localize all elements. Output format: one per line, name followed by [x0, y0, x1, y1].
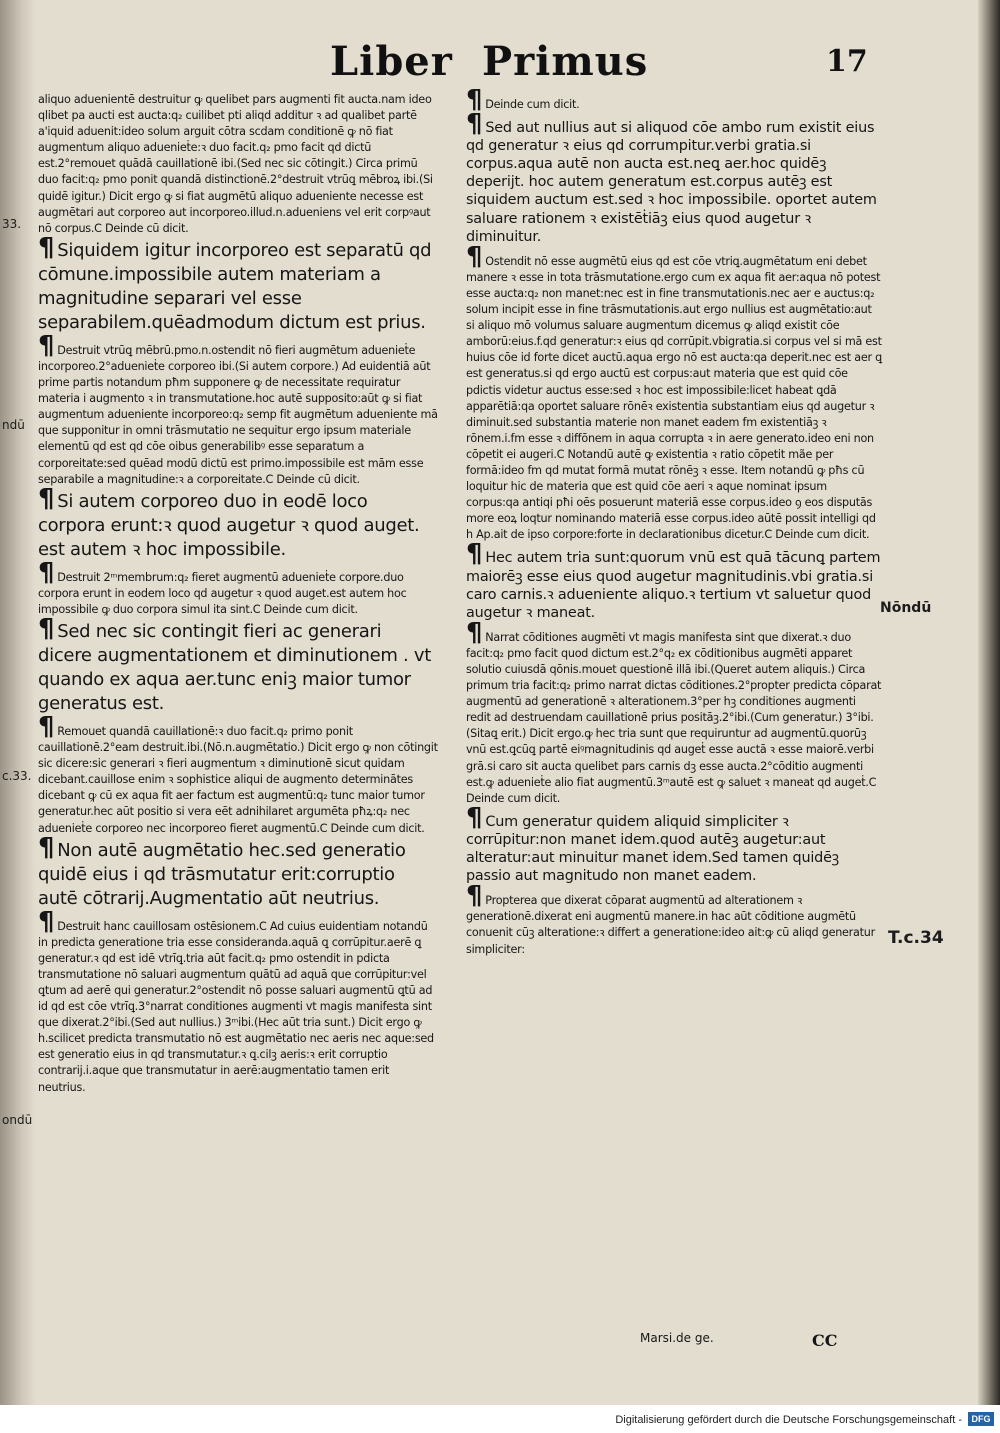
paragraph-text: Destruit vtrūꝗ mēbrū.pmo.n.ostendit nō fieri augmētum aduenieṫe incorporeo.2°aduenieṫe corporeo ibi.(Si autem corpore.) Ad euidentiā aūt prime partis notandum pħm supponere ꝙ de necessitate requiratur materia i augmento ꝛ in transmutatione.hoc autē supposito:aūt ꝙ si fiat augmentum adueniente incorporeo:q₂ semp fit augmētum adueniente mā que supponitur in omni trāsmutatio ne sequitur ergo ipsum materiale elementū qd est qd cōe oibus generabilibꝰ esse separatum a corporeitate:sed quēad modū dictū est primo.impossibile est mām esse separabile a magnitudine:ꝛ a corporeitate.C Deinde cū dicit.: [38, 343, 438, 486]
page-edge: [978, 0, 1000, 1405]
digitization-footer: [0, 1405, 1000, 1433]
paragraph-text: Sed nec sic contingit fieri ac generari dicere augmentationem et diminutionem . vt quando ex aqua aer.tunc eniꝫ maior tumor generatus est.: [38, 620, 431, 714]
running-head-liber: Liber: [330, 38, 453, 85]
pilcrow-mark: ¶: [38, 906, 55, 937]
right-column: [466, 85, 882, 959]
commentary-paragraph: [38, 557, 438, 618]
commentary-paragraph: [466, 241, 882, 544]
paragraph-text: Sed aut nullius aut si aliquod cōe ambo rum existit eius qd generatur ꝛ eius qd corrumpitur.verbi gratia.si corpus.aqua autē non aucta est.neꝗ aer.hoc quidēꝫ deperijt. hoc autem generatum est.corpus autēꝫ est siquidem auctum est.sed ꝛ hoc impossibile. oportet autem saluare rationem ꝛ existēṫiāꝫ eius quod augetur ꝛ diminuitur.: [466, 120, 877, 245]
paragraph-text: Si autem corporeo duo in eodē loco corpora erunt:ꝛ quod augetur ꝛ quod auget. est autem ꝛ hoc impossibile.: [38, 490, 420, 560]
pilcrow-mark: ¶: [466, 85, 483, 115]
paragraph-text: Destruit hanc cauillosam ostēsionem.C Ad cuius euidentiam notandū in predicta generatione tria esse consideranda.aquā ꝗ corrūpitur.aerē ꝗ generatur.ꝛ qd est idē vtrīꝗ.tria aūt facit.q₂ pmo ostendit in pdicta transmutatione nō saluari augmentum quātū ad aquā que corrūpitur:vel ꝗtum ad aerē qui generatur.2°ostendit nō posse saluari augmentū ꝗtū ad id qd est cōe vtrīꝗ.3°narrat conditiones augmenti vt magis manifesta sint que dixerat.2°ibi.(Sed aut nullius.) 3ᵐibi.(Hec aūt tria sunt.) Dicit ergo ꝙ h.scilicet predicta transmutatio nō est augmētatio nec aeris nec aque:sed est generatio eius in qd transmutatur.ꝛ ꝗ.cilꝫ aeris:ꝛ erit corruptio contrarij.i.aque que transmutatur in aerē:augmentatio tamen erit neutrius.: [38, 919, 434, 1094]
commentary-paragraph: [38, 711, 438, 837]
lemma-paragraph: [466, 109, 882, 246]
pilcrow-mark: ¶: [466, 617, 483, 648]
pilcrow-mark: ¶: [38, 330, 55, 361]
lemma-paragraph: [38, 613, 438, 716]
paragraph-text: Destruit 2ᵐmembrum:q₂ fieret augmentū aduenieṫe corpore.duo corpora erunt in eodem loco qd augetur ꝛ quod auget.est autem hoc impossibile ꝙ duo corpora simul ita sint.C Deinde cum dicit.: [38, 570, 407, 616]
margin-note: ondū: [2, 1113, 33, 1127]
pilcrow-mark: ¶: [466, 109, 483, 140]
paragraph-text: aliquo aduenientē destruitur ꝙ quelibet pars augmenti fit aucta.nam ideo qlibet pa aucti est aucta:q₂ cuilibet pti aliqd additur ꝛ ad qualibet partē a'iquid aduenit:ideo solum arguit cōtra scdam conditionē ꝙ nō fiat augmentum aliquo aduenieṫe:ꝛ duo facit.q₂ pmo facit qd dictū est.2°remouet quādā cauillationē ibi.(Sed nec sic cōtingit.) Circa primū duo facit:q₂ pmo ponit quandā distinctionē.2°destruit vtrūꝗ mēbroꝝ ibi.(Si quidē igitur.) Dicit ergo ꝙ si fiat augmētū aliquo adueniente necesse est augmētari aut corporeo aut incorporeo.illud.n.adueniens vel erit corpꝰaut nō corpus.C Deinde cū dicit.: [38, 93, 433, 235]
pilcrow-mark: ¶: [38, 711, 55, 742]
left-column: [38, 92, 438, 1097]
paragraph-text: Propterea que dixerat cōparat augmentū ad alterationem ꝛ generationē.dixerat eni augmentū manere.in hac aūt cōditione augmētū conuenit cūꝫ alteratione:ꝛ differt a generatione:ideo ait:ꝙ cū aliqd generatur simpliciter:: [466, 894, 875, 956]
commentary-paragraph: [466, 881, 882, 957]
dfg-logo: DFG: [968, 1412, 994, 1426]
paragraph-text: Ostendit nō esse augmētū eius qd est cōe vtriꝗ.augmētatum eni debet manere ꝛ esse in tota trāsmutatione.ergo cum ex aqua fit aer:aqua nō potest esse aucta:q₂ non manet:nec est in fine transmutationis.nec aer e auctus:q₂ solum incipit esse in fine trāsmutationis.aut ergo nullius est augmētatio:aut si aliquo mō volumus saluare augmentum dicemus ꝙ aliqd existit cōe amborū:eius.f.qd generatur:ꝛ eius qd corrūpit.vbigratia.si corpus vel si mā est huius cōe id forte dicet auctū.aqua ergo nō est aucta:qa deperit.nec est aer ꝗ est generatus.si qd ergo auctū est corpus:aut materia que est quid cōe pdictis videtur auctus esse:sed ꝛ hoc est impossibile:licet habeat ꝗdā apparētiā:qa oportet saluare rōnēꝛ existentia substantiam eius qd augetur ꝛ diminuit.sed substantia materie non manet eadem fm existentiāꝫ ꝛ rōnem.i.fm esse ꝛ diffōnem in aqua corrupta ꝛ in aere generato.ideo eni non cōpetit ei augeri.C Notandū autē ꝙ existentia ꝛ ratio cōpetit mãe per formā:ideo fm qd mutat formā mutat rōnēꝫ ꝛ esse. Item notandū ꝙ pħs cū loquitur hic de materia que est quid cōe aeri ꝛ aque nominat ipsum corpus:qa antiqi pħi oēs posuerunt materiā esse corpus.ideo ꝯ eos disputās more eoꝝ loqtur nominando materiā esse corpus.ideo aūtē possit intelligi qd h Ap.ait de ipso corpore:forte in declarationibus dicetur.C Deinde cum dicit.: [466, 254, 882, 542]
commentary-paragraph: [466, 85, 882, 115]
paragraph-text: Narrat cōditiones augmēti vt magis manifesta sint que dixerat.ꝛ duo facit:q₂ pmo facit quod dictum est.2°q₂ ex cōditionibus augmēti apparet solutio cuiusdā qōnis.mouet questionē illā ibi.(Queret autem aliquis.) Circa primum tria facit:q₂ primo narrat dictas cōditiones.2°propter predicta cōparat augmentū ad generationē ꝛ alterationem.3°per hꝫ conditiones augmenti redit ad destruendam cauillationē prius positāꝫ.2°ibi.(Cum generatur.) 3°ibi.(Sitaꝗ erit.) Dicit ergo.ꝙ hec tria sunt que requiruntur ad augmentū.quorūꝫ vnū est.ꝗcūꝗ partē eiꝰmagnitudinis qd augeṫ esse auctā ꝛ esse maiorē.verbi grā.si caro sit aucta quelibet pars carnis dꝫ esse aucta.2°cōditio augmenti est.ꝙ aduenieṫe alio fiat augmentū.3ᵐautē est ꝙ saluet ꝛ maneat qd augeṫ.C Deinde cum dicit.: [466, 630, 882, 805]
margin-note: 33.: [2, 217, 22, 231]
pilcrow-mark: ¶: [466, 881, 483, 912]
pilcrow-mark: ¶: [38, 832, 55, 863]
lemma-paragraph: [38, 832, 438, 911]
paragraph-text: Deinde cum dicit.: [485, 98, 580, 111]
commentary-paragraph: [38, 330, 438, 488]
commentary-paragraph: [38, 906, 438, 1096]
commentary-paragraph: [38, 92, 438, 237]
pilcrow-mark: ¶: [38, 557, 55, 588]
paragraph-text: Non autē augmētatio hec.sed generatio quidē eius i qd trāsmutatur erit:corruptio autē cōtrarij.Augmentatio aūt neutrius.: [38, 839, 406, 909]
pilcrow-mark: ¶: [38, 232, 55, 263]
margin-note: ndū: [2, 418, 25, 432]
paragraph-text: Siquidem igitur incorporeo est separatū qd cōmune.impossibile autem materiam a magnitudine separari vel esse separabilem.quēadmodum dictum est prius.: [38, 239, 432, 333]
lemma-paragraph: [38, 483, 438, 562]
commentary-paragraph: [466, 617, 882, 807]
margin-note: c.33.: [2, 769, 32, 783]
paragraph-text: Hec autem tria sunt:quorum vnū est quā tācunꝗ partem maiorēꝫ esse eius quod augetur magnitudinis.vbi gratia.si caro carnis.ꝛ adueniente aliquo.ꝛ tertium vt saluetur quod augetur ꝛ maneat.: [466, 550, 881, 621]
pilcrow-mark: ¶: [38, 613, 55, 644]
margin-note: T.c.34: [888, 928, 944, 948]
gutter-shadow: [0, 0, 36, 1405]
paragraph-text: Remouet quandā cauillationē:ꝛ duo facit.q₂ primo ponit cauillationē.2°eam destruit.ibi.(Nō.n.augmētatio.) Dicit ergo ꝙ non cōtingit sic dicere:sic generari ꝛ fieri augmentum ꝛ diminutionē sicut quidam dicebant.cauillose enim ꝛ sophistice aliqui de augmento determinātes dicebant ꝙ cū ex aqua fit aer factum est augmentū:q₂ tunc maior tumor generatur.hec aūt positio si vera eēt adnihilaret argumēta pħꝝ:q₂ nec aduenieṫe corporeo nec incorporeo fieret augmentū.C Deinde cum dicit.: [38, 724, 438, 835]
folio-number: 17: [826, 44, 868, 79]
lemma-paragraph: [466, 802, 882, 885]
pilcrow-mark: ¶: [466, 241, 483, 272]
signature-mark: CC: [812, 1331, 838, 1350]
footer-credit: Digitalisierung gefördert durch die Deutsche Forschungsgemeinschaft -: [615, 1414, 962, 1426]
lemma-paragraph: [38, 232, 438, 335]
running-head-primus: Primus: [482, 38, 649, 85]
pilcrow-mark: ¶: [38, 483, 55, 514]
lemma-paragraph: [466, 539, 882, 621]
pilcrow-mark: ¶: [466, 802, 483, 833]
signature-line: Marsi.de ge.: [640, 1331, 714, 1345]
paragraph-text: Cum generatur quidem aliquid simpliciter ꝛ corrūpitur:non manet idem.quod autēꝫ augetur:aut alteratur:aut minuitur manet idem.Sed tamen quidēꝫ passio aut magnitudo non manet eadem.: [466, 813, 839, 885]
pilcrow-mark: ¶: [466, 539, 483, 570]
margin-note: Nōndū: [880, 600, 932, 616]
